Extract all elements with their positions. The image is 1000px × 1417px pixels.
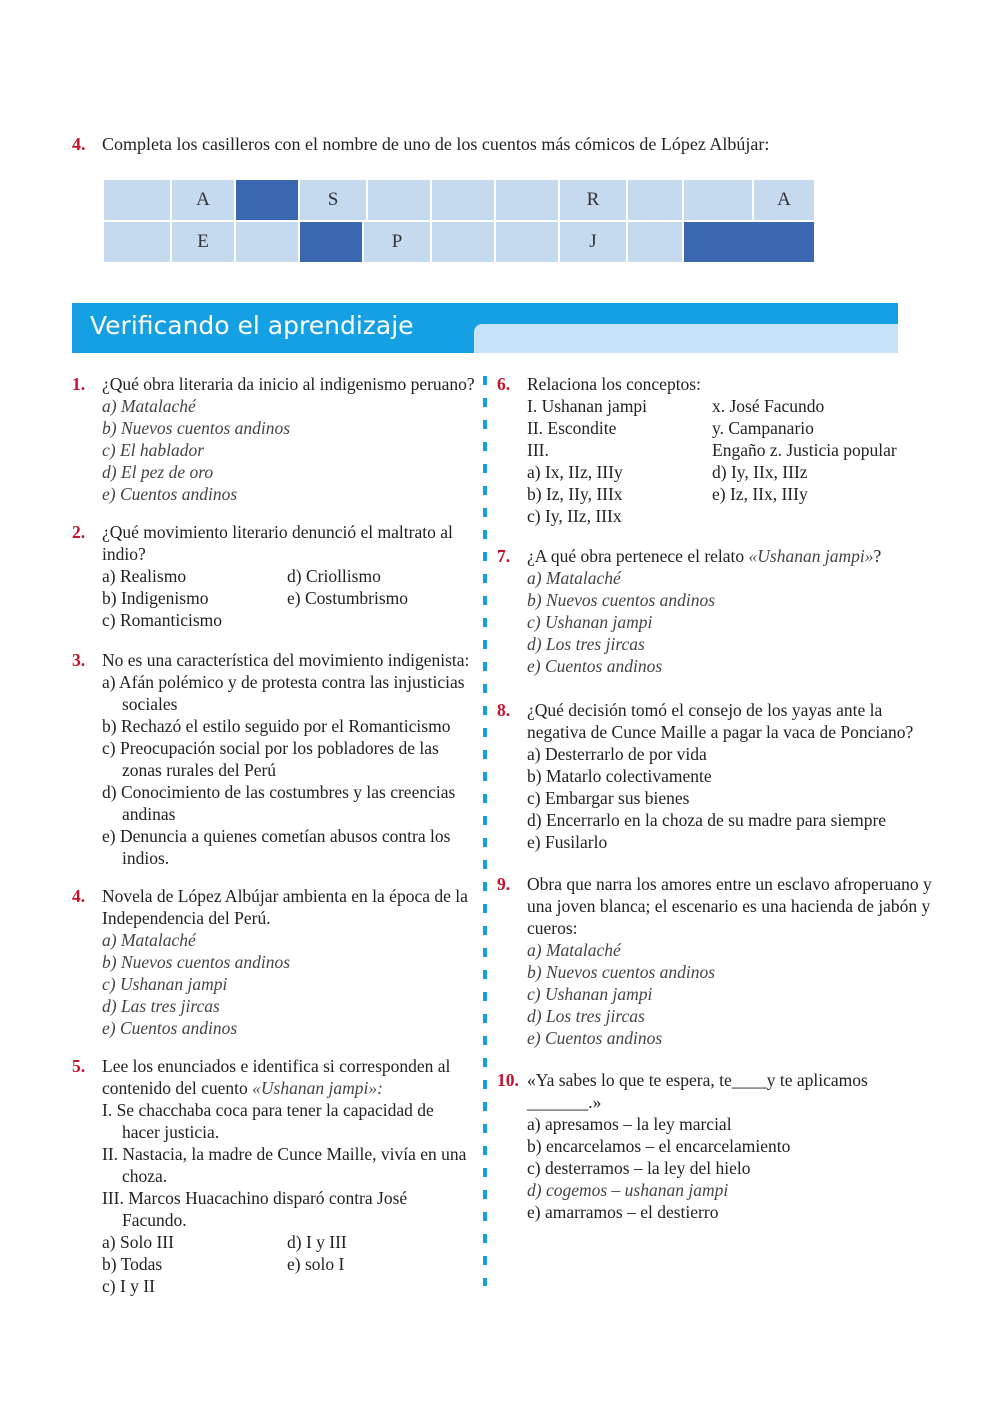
option-e[interactable]: e) Denuncia a quienes cometían abusos contra los indios. (102, 826, 451, 868)
grid-cell[interactable] (684, 180, 754, 220)
concept-z: Engaño z. Justicia popular (712, 440, 897, 460)
option-a[interactable]: a) Afán polémico y de protesta contra las injusticias sociales (102, 672, 465, 714)
statement-i: I. Se chacchaba coca para tener la capacidad de hacer justicia. (102, 1100, 434, 1142)
question-number: 7. (497, 546, 511, 566)
question-text: «Ya sabes lo que te espera, te____y te aplicamos _______.» (527, 1070, 868, 1112)
question-text: ¿Qué decisión tomó el consejo de los yayas ante la negativa de Cunce Maille a pagar la vaca de Ponciano? (527, 700, 914, 742)
option-b[interactable]: b) Nuevos cuentos andinos (102, 418, 291, 438)
statement-iii: III. Marcos Huacachino disparó contra José Facundo. (102, 1188, 408, 1230)
banner-tab-decoration (474, 324, 898, 353)
option-d[interactable]: d) Iy, IIx, IIIz (712, 462, 808, 482)
question-3 (72, 649, 476, 869)
question-text-end: ? (873, 546, 882, 566)
grid-cell[interactable] (368, 180, 432, 220)
option-c[interactable]: c) Romanticismo (102, 610, 223, 630)
grid-cell-blocked (236, 180, 300, 220)
grid-cell[interactable]: A (172, 180, 236, 220)
column-divider (483, 376, 487, 1286)
option-e[interactable]: e) Iz, IIx, IIIy (712, 484, 808, 504)
option-d[interactable]: d) Los tres jircas (527, 634, 645, 654)
question-text: ¿A qué obra pertenece el relato (527, 546, 749, 566)
question-number: 6. (497, 374, 511, 394)
grid-cell[interactable] (628, 222, 684, 262)
concept-ii: II. Escondite (527, 418, 617, 438)
exercise-4-prompt (72, 134, 769, 155)
question-number: 10. (497, 1070, 519, 1090)
grid-cell[interactable]: S (300, 180, 368, 220)
option-c[interactable]: c) I y II (102, 1276, 155, 1296)
option-d[interactable]: d) Los tres jircas (527, 1006, 645, 1026)
question-number: 9. (497, 874, 511, 894)
option-b[interactable]: b) Nuevos cuentos andinos (102, 952, 291, 972)
option-a[interactable]: a) apresamos – la ley marcial (527, 1114, 732, 1134)
question-text: Obra que narra los amores entre un esclavo afroperuano y una joven blanca; el escenario es una hacienda de jabón y cueros: (527, 874, 932, 938)
option-c[interactable]: c) Preocupación social por los pobladores de las zonas rurales del Perú (102, 738, 439, 780)
option-e[interactable]: e) Cuentos andinos (527, 1028, 663, 1048)
option-c[interactable]: c) Ushanan jampi (527, 612, 653, 632)
option-b[interactable]: b) Indigenismo (102, 588, 209, 608)
question-number: 8. (497, 700, 511, 720)
option-b[interactable]: b) Matarlo colectivamente (527, 766, 712, 786)
grid-cell[interactable]: R (560, 180, 628, 220)
option-a[interactable]: a) Ix, IIz, IIIy (527, 462, 623, 482)
exercise-number: 4. (72, 134, 86, 154)
question-text: No es una característica del movimiento indigenista: (102, 650, 470, 670)
grid-cell[interactable]: P (364, 222, 432, 262)
grid-cell-blocked (300, 222, 364, 262)
option-d[interactable]: d) I y III (287, 1232, 347, 1252)
question-text: Relaciona los conceptos: (527, 374, 701, 394)
option-c[interactable]: c) Ushanan jampi (102, 974, 228, 994)
option-c[interactable]: c) Iy, IIz, IIIx (527, 506, 622, 526)
question-6 (497, 373, 937, 527)
option-b[interactable]: b) Nuevos cuentos andinos (527, 962, 716, 982)
option-d[interactable]: d) Encerrarlo en la choza de su madre para siempre (527, 810, 887, 830)
question-number: 5. (72, 1056, 86, 1076)
option-c[interactable]: c) Embargar sus bienes (527, 788, 690, 808)
question-number: 4. (72, 886, 86, 906)
option-a[interactable]: a) Matalaché (102, 930, 196, 950)
option-c[interactable]: c) Ushanan jampi (527, 984, 653, 1004)
grid-cell[interactable] (496, 180, 560, 220)
concept-iii: III. (527, 440, 549, 460)
grid-cell[interactable]: E (172, 222, 236, 262)
option-d[interactable]: d) Criollismo (287, 566, 381, 586)
question-2 (72, 521, 476, 631)
grid-cell-blocked (684, 222, 816, 262)
question-number: 2. (72, 522, 86, 542)
option-d[interactable]: d) Las tres jircas (102, 996, 220, 1016)
question-8 (497, 699, 937, 853)
option-a[interactable]: a) Realismo (102, 566, 187, 586)
question-5 (72, 1055, 476, 1297)
option-d[interactable]: d) El pez de oro (102, 462, 214, 482)
grid-cell[interactable]: A (754, 180, 816, 220)
question-text: ¿Qué movimiento literario denunció el maltrato al indio? (102, 522, 453, 564)
option-b[interactable]: b) Todas (102, 1254, 163, 1274)
concept-y: y. Campanario (712, 418, 814, 438)
grid-cell[interactable]: J (560, 222, 628, 262)
option-a[interactable]: a) Desterrarlo de por vida (527, 744, 707, 764)
question-text-italic: «Ushanan jampi» (748, 546, 874, 566)
grid-cell[interactable] (432, 180, 496, 220)
option-e[interactable]: e) Cuentos andinos (527, 656, 663, 676)
option-e[interactable]: e) Cuentos andinos (102, 484, 238, 504)
option-d[interactable]: d) Conocimiento de las costumbres y las creencias andinas (102, 782, 456, 824)
exercise-text: Completa los casilleros con el nombre de uno de los cuentos más cómicos de López Albújar: (102, 134, 770, 154)
grid-cell[interactable] (628, 180, 684, 220)
option-c[interactable]: c) desterramos – la ley del hielo (527, 1158, 751, 1178)
question-text: Novela de López Albújar ambienta en la época de la Independencia del Perú. (102, 886, 468, 928)
option-a[interactable]: a) Solo III (102, 1232, 174, 1252)
option-e[interactable]: e) Costumbrismo (287, 588, 409, 608)
option-e[interactable]: e) Cuentos andinos (102, 1018, 238, 1038)
grid-cell[interactable] (432, 222, 496, 262)
option-a[interactable]: a) Matalaché (527, 940, 621, 960)
grid-cell[interactable] (496, 222, 560, 262)
grid-cell[interactable] (104, 222, 172, 262)
option-c[interactable]: c) El hablador (102, 440, 205, 460)
concept-x: x. José Facundo (712, 396, 825, 416)
question-text-italic: «Ushanan jampi»: (252, 1078, 383, 1098)
statement-ii: II. Nastacia, la madre de Cunce Maille, vivía en una choza. (102, 1144, 467, 1186)
option-a[interactable]: a) Matalaché (102, 396, 196, 416)
question-1 (72, 373, 476, 505)
grid-cell[interactable] (104, 180, 172, 220)
concept-i: I. Ushanan jampi (527, 396, 648, 416)
right-column (497, 373, 937, 1223)
question-text: Lee los enunciados e identifica si corresponden al contenido del cuento (102, 1056, 451, 1098)
option-b[interactable]: b) Iz, IIy, IIIx (527, 484, 623, 504)
option-b[interactable]: b) Nuevos cuentos andinos (527, 590, 716, 610)
crossword-grid (104, 180, 816, 262)
question-9 (497, 873, 937, 1049)
option-a[interactable]: a) Matalaché (527, 568, 621, 588)
question-10 (497, 1069, 937, 1223)
option-e[interactable]: e) Fusilarlo (527, 832, 608, 852)
option-b[interactable]: b) Rechazó el estilo seguido por el Romanticismo (102, 716, 451, 736)
question-text: ¿Qué obra literaria da inicio al indigenismo peruano? (102, 374, 475, 394)
question-number: 1. (72, 374, 86, 394)
option-e[interactable]: e) solo I (287, 1254, 345, 1274)
option-e[interactable]: e) amarramos – el destierro (527, 1202, 719, 1222)
option-d[interactable]: d) cogemos – ushanan jampi (527, 1180, 729, 1200)
section-title: Verificando el aprendizaje (90, 311, 414, 340)
question-number: 3. (72, 650, 86, 670)
question-7 (497, 545, 937, 677)
option-b[interactable]: b) encarcelamos – el encarcelamiento (527, 1136, 791, 1156)
left-column (72, 373, 476, 1297)
question-4 (72, 885, 476, 1039)
grid-cell[interactable] (236, 222, 300, 262)
